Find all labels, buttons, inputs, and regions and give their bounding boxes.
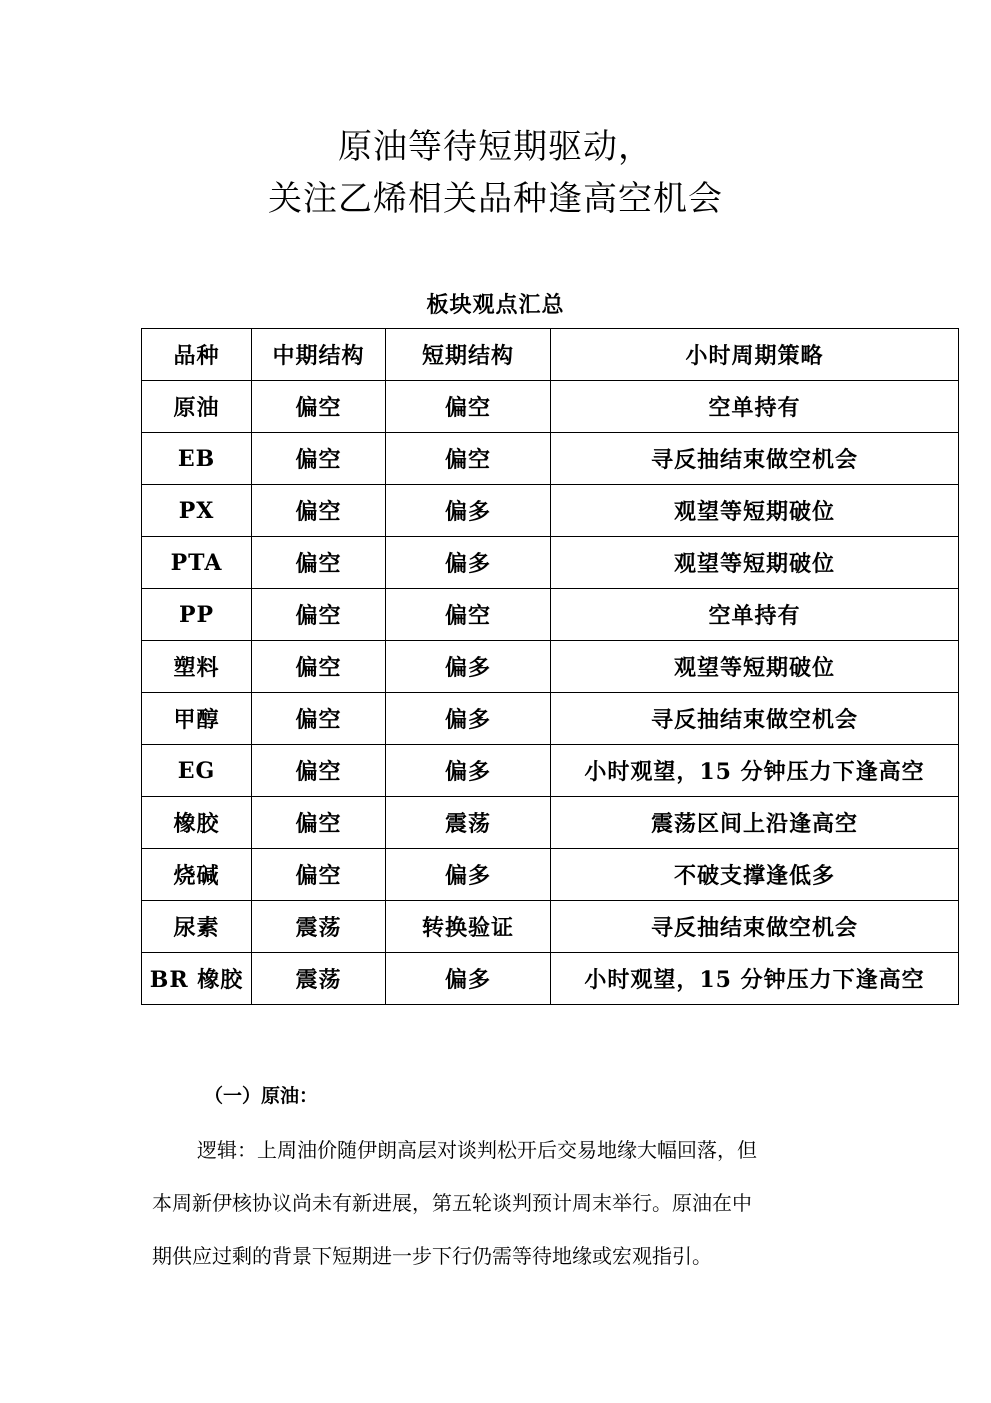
cell-short-term: 偏多 <box>386 537 551 589</box>
table-row <box>142 433 959 485</box>
cell-variety: EB <box>142 433 252 485</box>
table-row <box>142 381 959 433</box>
cell-hourly-strategy: 空单持有 <box>551 381 959 433</box>
header-variety: 品种 <box>142 329 252 381</box>
cell-hourly-strategy: 震荡区间上沿逢高空 <box>551 797 959 849</box>
table-row <box>142 589 959 641</box>
cell-short-term: 偏多 <box>386 693 551 745</box>
table-row <box>142 849 959 901</box>
cell-short-term: 偏多 <box>386 641 551 693</box>
cell-hourly-strategy: 小时观望，15 分钟压力下逢高空 <box>551 953 959 1005</box>
cell-hourly-strategy: 不破支撑逢低多 <box>551 849 959 901</box>
cell-short-term: 偏多 <box>386 485 551 537</box>
cell-short-term: 偏多 <box>386 953 551 1005</box>
cell-short-term: 转换验证 <box>386 901 551 953</box>
document-title-line-1: 原油等待短期驱动， <box>338 127 653 167</box>
cell-medium-term: 偏空 <box>252 641 386 693</box>
table-row <box>142 693 959 745</box>
cell-variety: 甲醇 <box>142 693 252 745</box>
cell-variety: 烧碱 <box>142 849 252 901</box>
cell-hourly-strategy: 观望等短期破位 <box>551 537 959 589</box>
table-row <box>142 901 959 953</box>
cell-variety: 橡胶 <box>142 797 252 849</box>
cell-medium-term: 偏空 <box>252 797 386 849</box>
cell-medium-term: 偏空 <box>252 433 386 485</box>
cell-short-term: 震荡 <box>386 797 551 849</box>
table-row <box>142 797 959 849</box>
header-short-term: 短期结构 <box>386 329 551 381</box>
cell-variety: 塑料 <box>142 641 252 693</box>
table-row <box>142 641 959 693</box>
table-caption: 板块观点汇总 <box>426 292 565 318</box>
cell-medium-term: 偏空 <box>252 381 386 433</box>
cell-variety: EG <box>142 745 252 797</box>
cell-medium-term: 偏空 <box>252 589 386 641</box>
cell-hourly-strategy: 小时观望，15 分钟压力下逢高空 <box>551 745 959 797</box>
cell-hourly-strategy: 观望等短期破位 <box>551 641 959 693</box>
cell-short-term: 偏多 <box>386 745 551 797</box>
cell-variety: 尿素 <box>142 901 252 953</box>
cell-variety: BR 橡胶 <box>142 953 252 1005</box>
cell-short-term: 偏空 <box>386 381 551 433</box>
header-medium-term: 中期结构 <box>252 329 386 381</box>
document-title-line-2: 关注乙烯相关品种逢高空机会 <box>268 179 723 219</box>
cell-medium-term: 偏空 <box>252 693 386 745</box>
section-heading: （一）原油： <box>204 1085 319 1107</box>
cell-hourly-strategy: 寻反抽结束做空机会 <box>551 693 959 745</box>
paragraph-line: 逻辑：上周油价随伊朗高层对谈判松开后交易地缘大幅回落，但 <box>197 1138 757 1162</box>
cell-hourly-strategy: 空单持有 <box>551 589 959 641</box>
cell-variety: PX <box>142 485 252 537</box>
cell-medium-term: 偏空 <box>252 745 386 797</box>
cell-short-term: 偏多 <box>386 849 551 901</box>
cell-medium-term: 震荡 <box>252 953 386 1005</box>
paragraph-line: 期供应过剩的背景下短期进一步下行仍需等待地缘或宏观指引。 <box>152 1244 712 1268</box>
table-header-row <box>142 329 959 381</box>
cell-variety: PTA <box>142 537 252 589</box>
cell-variety: PP <box>142 589 252 641</box>
cell-hourly-strategy: 寻反抽结束做空机会 <box>551 901 959 953</box>
table-row <box>142 953 959 1005</box>
paragraph-line: 本周新伊核协议尚未有新进展，第五轮谈判预计周末举行。原油在中 <box>152 1191 752 1215</box>
table-row <box>142 485 959 537</box>
cell-medium-term: 偏空 <box>252 537 386 589</box>
cell-medium-term: 震荡 <box>252 901 386 953</box>
cell-short-term: 偏空 <box>386 589 551 641</box>
table-row <box>142 537 959 589</box>
section-paragraph <box>152 1124 852 1283</box>
cell-medium-term: 偏空 <box>252 849 386 901</box>
cell-variety: 原油 <box>142 381 252 433</box>
sector-summary-table <box>141 328 959 1005</box>
cell-medium-term: 偏空 <box>252 485 386 537</box>
cell-short-term: 偏空 <box>386 433 551 485</box>
cell-hourly-strategy: 寻反抽结束做空机会 <box>551 433 959 485</box>
table-row <box>142 745 959 797</box>
header-hourly-strategy: 小时周期策略 <box>551 329 959 381</box>
cell-hourly-strategy: 观望等短期破位 <box>551 485 959 537</box>
